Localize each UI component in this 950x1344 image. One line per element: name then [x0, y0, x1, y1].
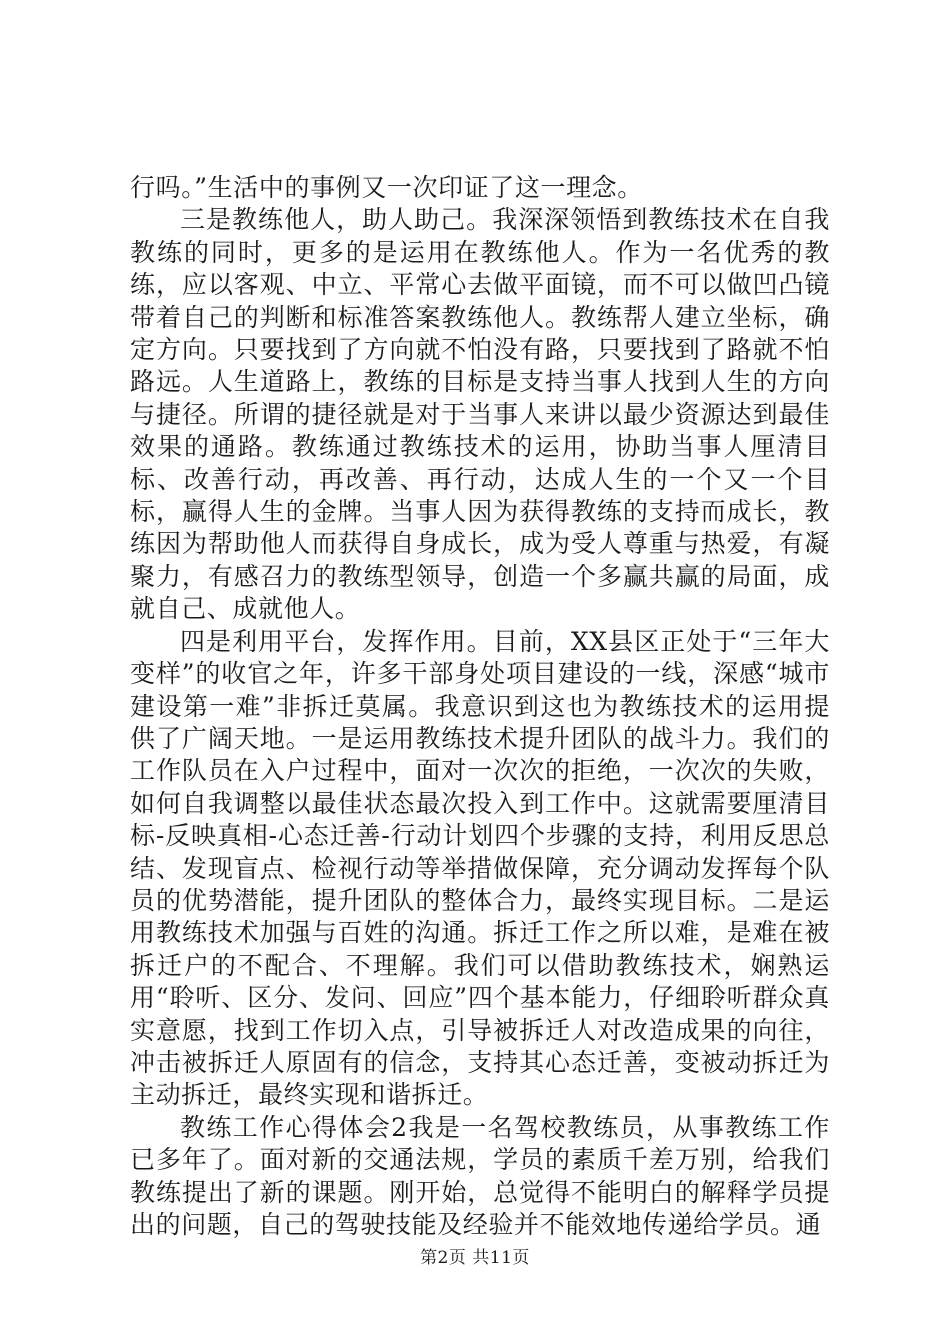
document-body — [130, 172, 830, 1241]
paragraph-using-platform: 四是利用平台，发挥作用。目前，XX县区正处于“三年大变样”的收官之年，许多干部身处项目建设的一线，深感“城市建设第一难”非拆迁莫属。我意识到这也为教练技术的运用提供了广阔天地。一是运用教练技术提升团队的战斗力。我们的工作队员在入户过程中，面对一次次的拒绝，一次次的失败，如何自我调整以最佳状态最次投入到工作中。这就需要厘清目标-反映真相-心态迁善-行动计划四个步骤的支持，利用反思总结、发现盲点、检视行动等举措做保障，充分调动发挥每个队员的优势潜能，提升团队的整体合力，最终实现目标。二是运用教练技术加强与百姓的沟通。拆迁工作之所以难，是难在被拆迁户的不配合、不理解。我们可以借助教练技术，娴熟运用“聆听、区分、发问、回应”四个基本能力，仔细聆听群众真实意愿，找到工作切入点，引导被拆迁人对改造成果的向往，冲击被拆迁人原固有的信念，支持其心态迁善，变被动拆迁为主动拆迁，最终实现和谐拆迁。 — [130, 626, 830, 1110]
paragraph-coaching-others: 三是教练他人，助人助己。我深深领悟到教练技术在自我教练的同时，更多的是运用在教练他人。作为一名优秀的教练，应以客观、中立、平常心去做平面镜，而不可以做凹凸镜带着自己的判断和标准答案教练他人。教练帮人建立坐标，确定方向。只要找到了方向就不怕没有路，只要找到了路就不怕路远。人生道路上，教练的目标是支持当事人找到人生的方向与捷径。所谓的捷径就是对于当事人来讲以最少资源达到最佳效果的通路。教练通过教练技术的运用，协助当事人厘清目标、改善行动，再改善、再行动，达成人生的一个又一个目标，赢得人生的金牌。当事人因为获得教练的支持而成长，教练因为帮助他人而获得自身成长，成为受人尊重与热爱，有凝聚力，有感召力的教练型领导，创造一个多赢共赢的局面，成就自己、成就他人。 — [130, 205, 830, 624]
paragraph-driving-coach: 教练工作心得体会2我是一名驾校教练员，从事教练工作已多年了。面对新的交通法规，学员的素质千差万别，给我们教练提出了新的课题。刚开始，总觉得不能明白的解释学员提出的问题，自己的驾驶技能及经验并不能效地传递给学员。通 — [130, 1112, 830, 1239]
paragraph-continuation: 行吗。”生活中的事例又一次印证了这一理念。 — [130, 173, 643, 202]
page-number-footer: 第2页 共11页 — [420, 1248, 530, 1268]
